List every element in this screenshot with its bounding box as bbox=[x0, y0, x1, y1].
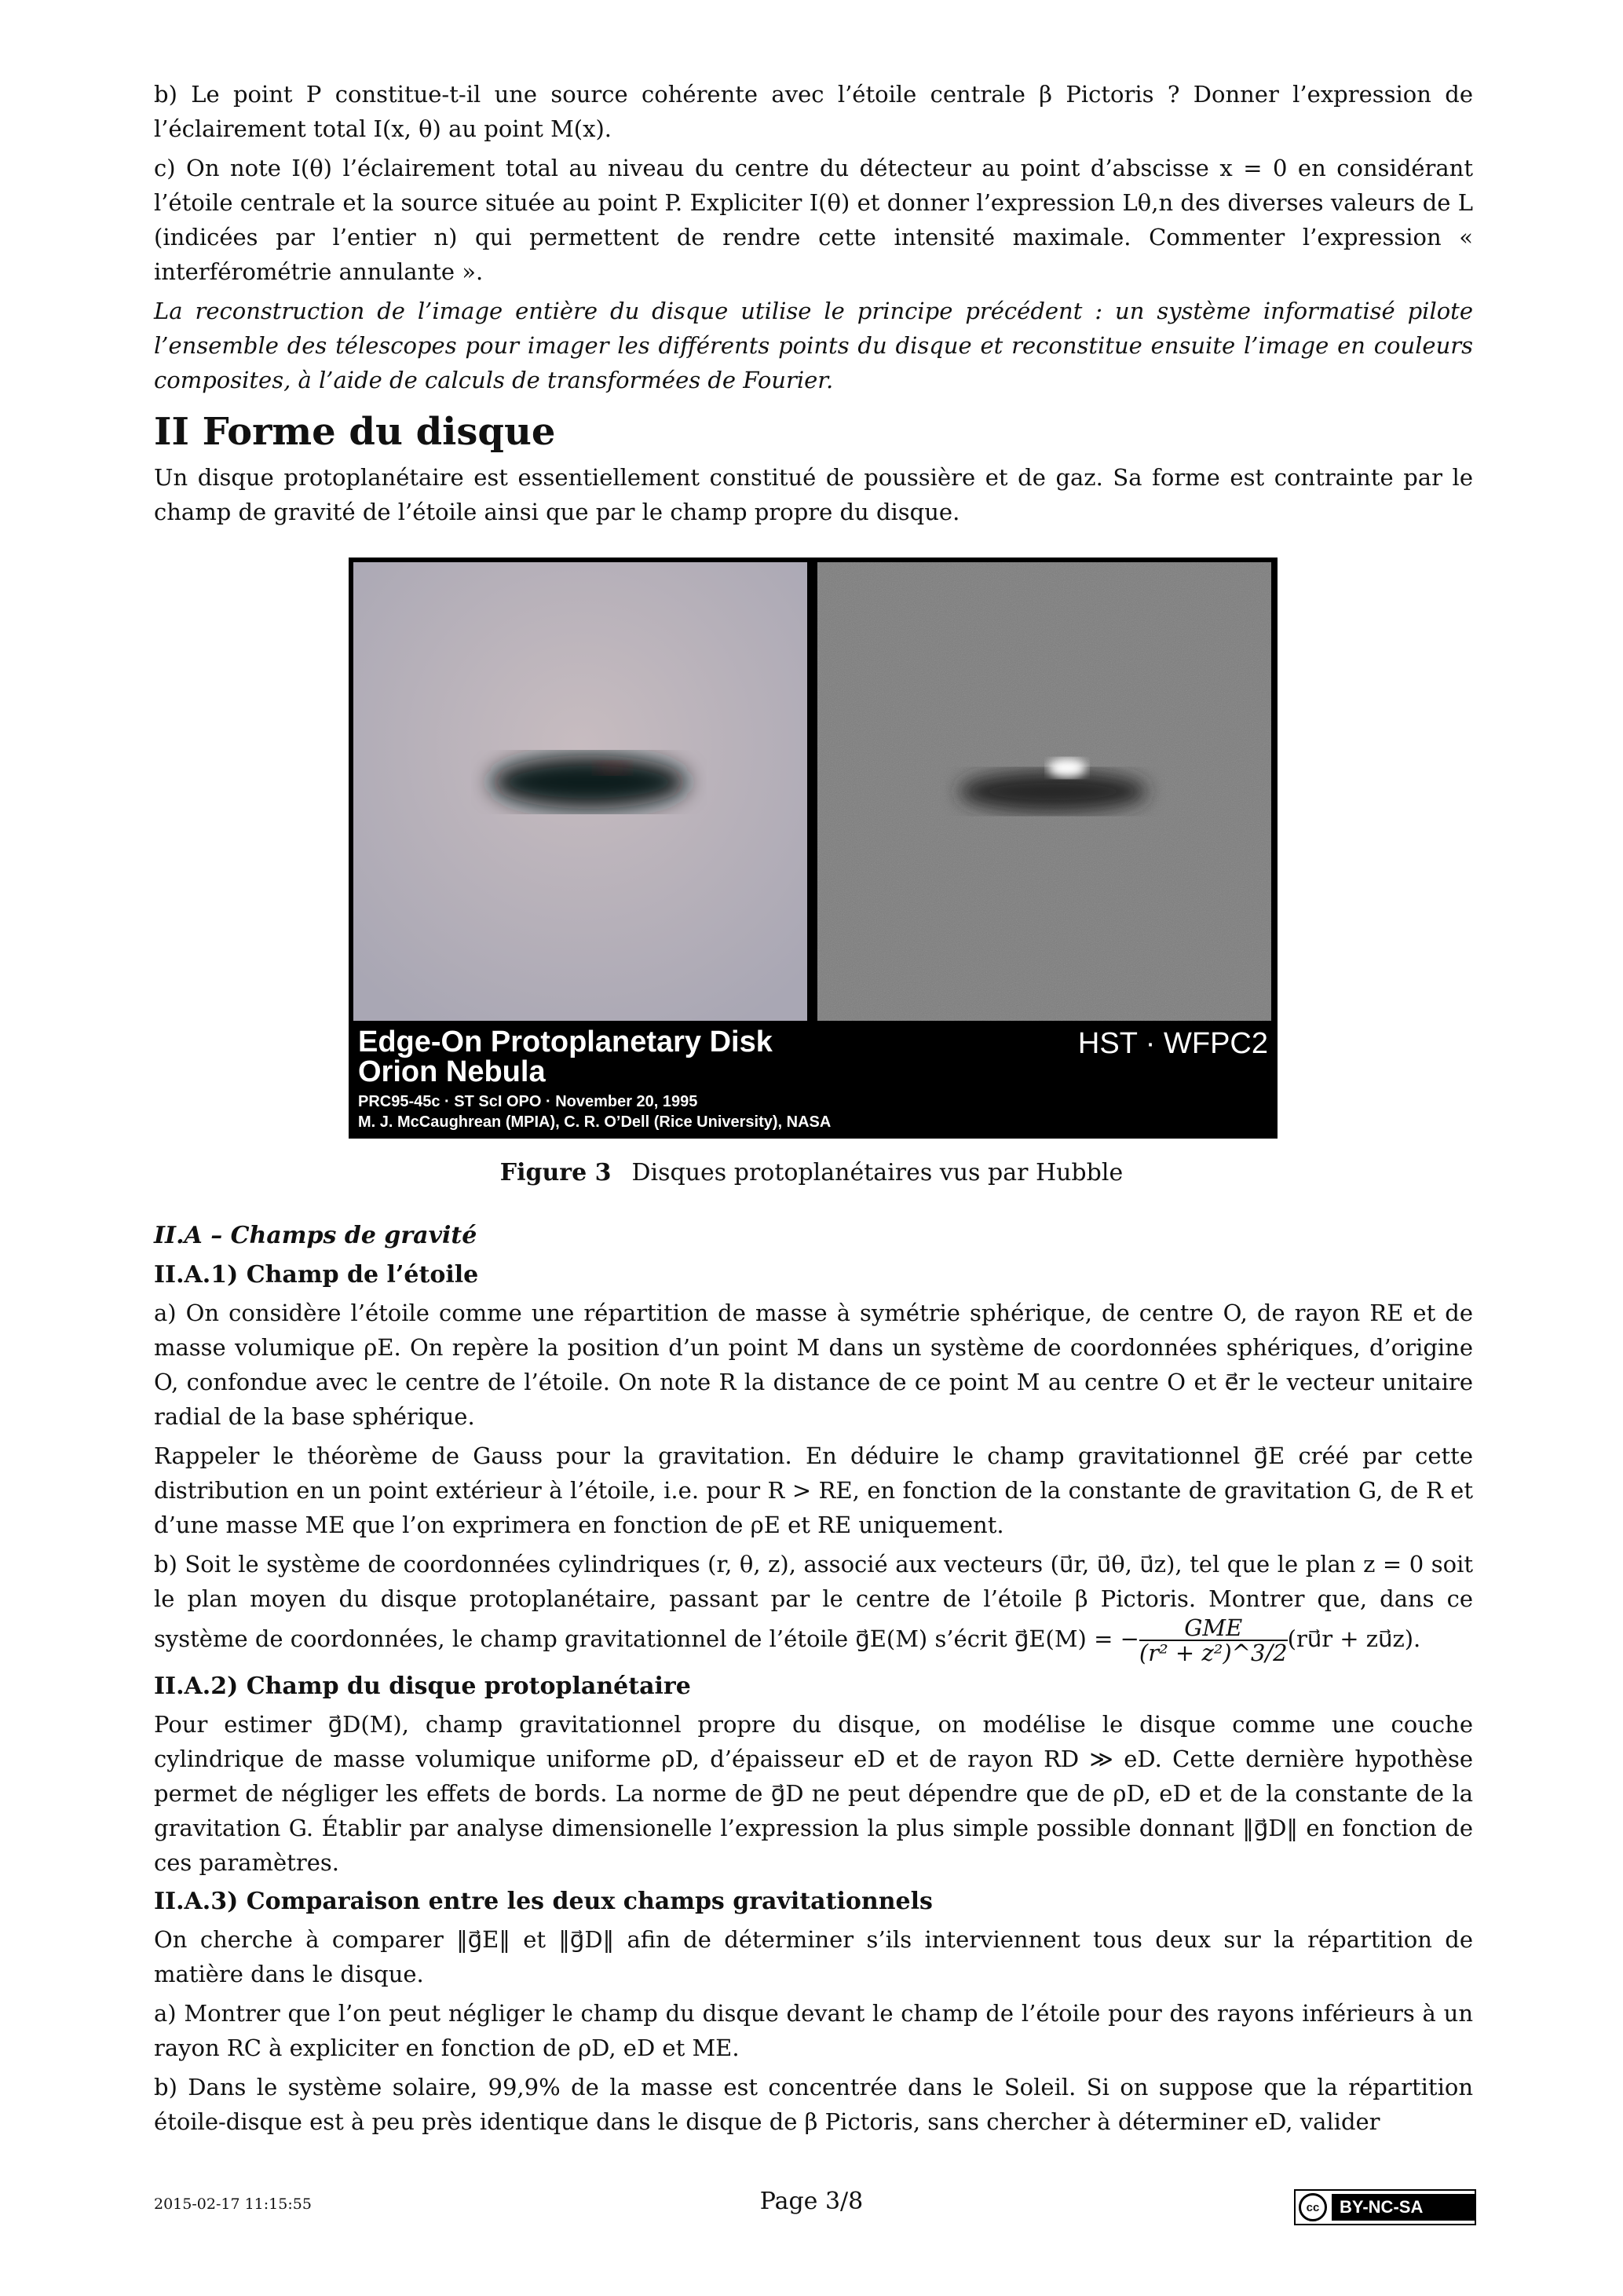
s1-a: a) On considère l’étoile comme une répartition de masse à symétrie sphérique, de centre O, de rayon RE et de masse volumique ρE. On repère la position d’un point M dans un système de coordonnées sphériques, d’origine O, confondue avec le centre de l’étoile. On note R la distance de ce point M au centre O et e⃗r le vecteur unitaire radial de la base sphérique. bbox=[154, 1300, 1473, 1430]
figure-credit-1: PRC95-45c · ST ScI OPO · November 20, 1995 bbox=[358, 1093, 698, 1110]
subsection-A-title: II.A – Champs de gravité bbox=[154, 1222, 477, 1249]
figure-caption bbox=[0, 1159, 1623, 1186]
color-image-panel bbox=[353, 562, 807, 1021]
section-title: II Forme du disque bbox=[154, 410, 556, 454]
s3-intro: On cherche à comparer ‖g⃗E‖ et ‖g⃗D‖ afin de déterminer s’ils interviennent tous deux sur la répartition de matière dans le disque. bbox=[154, 1926, 1473, 1987]
section-intro: Un disque protoplanétaire est essentiellement constitué de poussière et de gaz. Sa forme est contrainte par le champ de gravité de l’étoile ainsi que par le champ propre du disque. bbox=[154, 464, 1473, 525]
italic-note: La reconstruction de l’image entière du disque utilise le principe précédent : un système informatisé pilote l’ensemble des télescopes pour imager les différents points du disque et reconstitue ensuite l’image en couleurs composites, à l’aide de calculs de transformées de Fourier. bbox=[154, 298, 1473, 393]
question-c: c) On note I(θ) l’éclairement total au niveau du centre du détecteur au point d’abscisse x = 0 en considérant l’étoile centrale et la source située au point P. Expliciter I(θ) et donner l’expression Lθ,n des diverses valeurs de L (indicées par l’entier n) qui permettent de rendre cette intensité maximale. Commenter l’expression « interférométrie annulante ». bbox=[154, 155, 1473, 285]
license-text: BY-NC-SA bbox=[1332, 2194, 1475, 2221]
s1-title: II.A.1) Champ de l’étoile bbox=[154, 1261, 479, 1289]
figure-title bbox=[358, 1027, 773, 1087]
section-A bbox=[154, 1219, 1473, 2144]
footer-date: 2015-02-17 11:15:55 bbox=[154, 2195, 312, 2213]
s1-b-text: b) Soit le système de coordonnées cylindriques (r, θ, z), associé aux vecteurs (u⃗r, u⃗θ, u⃗z), tel que le plan z = 0 soit le plan moyen du disque protoplanétaire, passant par le centre de l’étoile β Pictoris. Montrer que, dans ce système de coordonnées, le champ gravitationnel de l’étoile g⃗E(M) s’écrit g⃗E(M) = − bbox=[154, 1551, 1473, 1652]
fraction-num: GME bbox=[1139, 1616, 1288, 1641]
s1-b bbox=[154, 1547, 1473, 1665]
s3-a: a) Montrer que l’on peut négliger le champ du disque devant le champ de l’étoile pour des rayons inférieurs à un rayon RC à expliciter en fonction de ρD, eD et ME. bbox=[154, 2000, 1473, 2061]
grayscale-disk-image bbox=[817, 562, 1271, 1021]
license-badge bbox=[1294, 2189, 1476, 2225]
caption-label: Figure 3 bbox=[499, 1159, 612, 1186]
figure-credit-2: M. J. McCaughrean (MPIA), C. R. O’Dell (Rice University), NASA bbox=[358, 1113, 832, 1131]
question-b: b) Le point P constitue-t-il une source cohérente avec l’étoile centrale β Pictoris ? Donner l’expression de l’éclairement total I(x, θ) au point M(x). bbox=[154, 81, 1473, 142]
color-disk-image bbox=[353, 562, 807, 1021]
cc-icon: cc bbox=[1299, 2193, 1327, 2221]
figure-title-line1: Edge-On Protoplanetary Disk bbox=[358, 1026, 773, 1058]
figure-instrument: HST · WFPC2 bbox=[1077, 1027, 1268, 1060]
s1-b-fraction bbox=[1139, 1616, 1288, 1665]
s1-a2: Rappeler le théorème de Gauss pour la gravitation. En déduire le champ gravitationnel g⃗E créé par cette distribution en un point extérieur à l’étoile, i.e. pour R > RE, en fonction de la constante de gravitation G, de R et d’une masse ME que l’on exprimera en fonction de ρE et RE uniquement. bbox=[154, 1442, 1473, 1538]
s2-text: Pour estimer g⃗D(M), champ gravitationnel propre du disque, on modélise le disque comme une couche cylindrique de masse volumique uniforme ρD, d’épaisseur eD et de rayon RD ≫ eD. Cette dernière hypothèse permet de négliger les effets de bords. La norme de g⃗D ne peut dépendre que de ρD, eD et de la constante de la gravitation G. Établir par analyse dimensionelle l’expression la plus simple possible donnant ‖g⃗D‖ en fonction de ces paramètres. bbox=[154, 1711, 1473, 1876]
figure-title-line2: Orion Nebula bbox=[358, 1055, 546, 1088]
s2-title: II.A.2) Champ du disque protoplanétaire bbox=[154, 1673, 691, 1700]
top-text-block bbox=[154, 77, 1473, 402]
page-number: Page 3/8 bbox=[759, 2188, 864, 2215]
grayscale-image-panel bbox=[817, 562, 1271, 1021]
figure-3 bbox=[349, 558, 1278, 1139]
s1-b-end: (ru⃗r + zu⃗z). bbox=[1287, 1625, 1421, 1652]
caption-text: Disques protoplanétaires vus par Hubble bbox=[631, 1159, 1124, 1186]
s3-b: b) Dans le système solaire, 99,9% de la masse est concentrée dans le Soleil. Si on suppose que la répartition étoile-disque est à peu près identique dans le disque de β Pictoris, sans chercher à déterminer eD, valider bbox=[154, 2074, 1473, 2135]
s3-title: II.A.3) Comparaison entre les deux champs gravitationnels bbox=[154, 1888, 933, 1915]
fraction-den: (r² + z²)^3/2 bbox=[1139, 1640, 1288, 1666]
